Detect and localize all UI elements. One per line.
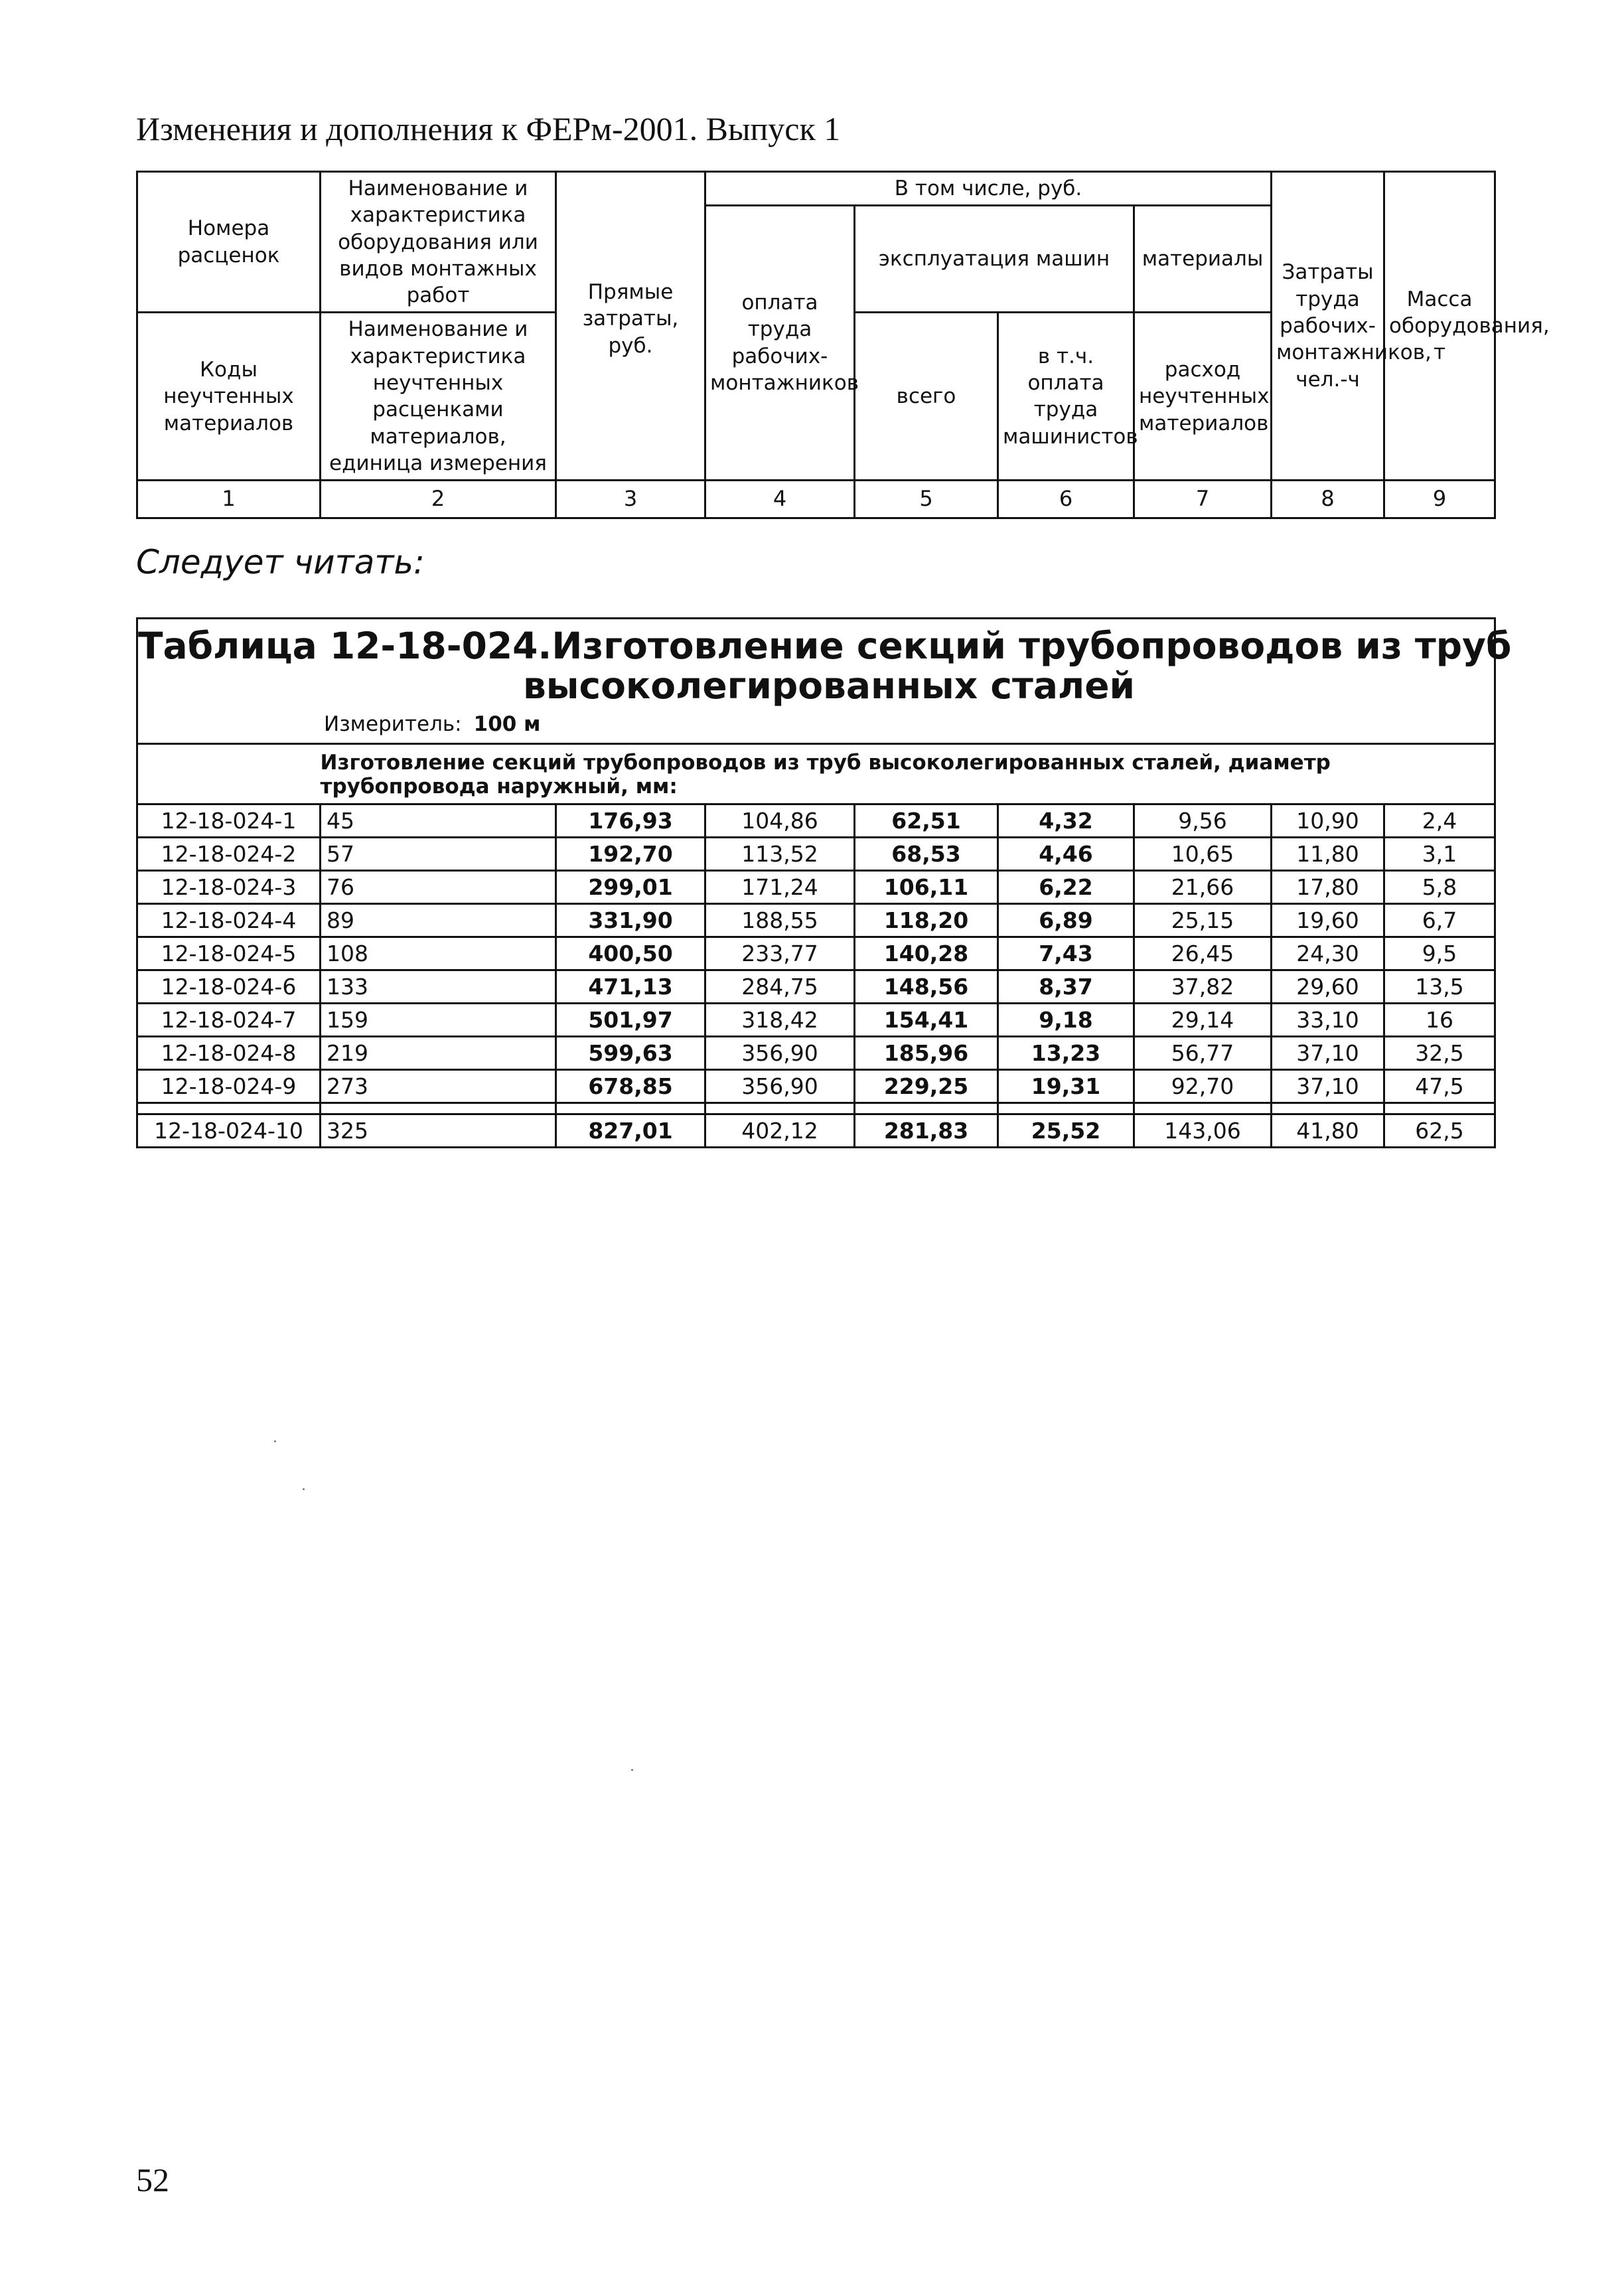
gap-cell	[705, 1103, 855, 1114]
column-number: 2	[321, 481, 556, 518]
rates-table	[136, 617, 1512, 1148]
direct-costs: 176,93	[556, 804, 705, 838]
rate-code: 12-18-024-3	[137, 871, 321, 904]
rate-code: 12-18-024-9	[137, 1070, 321, 1103]
gap-cell	[556, 1103, 705, 1114]
column-number: 1	[137, 481, 321, 518]
page-number: 52	[136, 2161, 169, 2198]
machine-costs: 106,11	[855, 871, 998, 904]
column-numbers-row	[137, 481, 1495, 518]
gap-cell	[1134, 1103, 1272, 1114]
table-row	[137, 904, 1495, 937]
col3-header: Прямые затраты, руб.	[556, 172, 705, 481]
table-description: Изготовление секций трубопроводов из труб высоколегированных сталей, диаметр трубопровода наружный, мм:	[321, 744, 1495, 804]
equipment-mass: 16	[1384, 1004, 1495, 1037]
pipe-diameter: 89	[321, 904, 556, 937]
table-row	[137, 970, 1495, 1004]
col6-header: в т.ч. оплата труда машинистов	[998, 313, 1134, 481]
materials-usage: 10,65	[1134, 838, 1272, 871]
materials-usage: 37,82	[1134, 970, 1272, 1004]
col4-header: оплата труда рабочих-монтажников	[705, 206, 855, 481]
col9-header: Масса оборудования, т	[1384, 172, 1495, 481]
column-number: 9	[1384, 481, 1495, 518]
col2-header-top: Наименование и характеристика оборудования или видов монтажных работ	[321, 172, 556, 313]
table-title-line2: высоколегированных сталей	[523, 664, 1136, 707]
machinist-wages: 13,23	[998, 1037, 1134, 1070]
machinist-wages: 25,52	[998, 1114, 1134, 1148]
direct-costs: 299,01	[556, 871, 705, 904]
rate-code: 12-18-024-7	[137, 1004, 321, 1037]
labor-hours: 17,80	[1272, 871, 1384, 904]
equipment-mass: 32,5	[1384, 1037, 1495, 1070]
materials-usage: 25,15	[1134, 904, 1272, 937]
machinist-wages: 19,31	[998, 1070, 1134, 1103]
pipe-diameter: 159	[321, 1004, 556, 1037]
table-row	[137, 838, 1495, 871]
machinist-wages: 4,32	[998, 804, 1134, 838]
equipment-mass: 9,5	[1384, 937, 1495, 970]
materials-usage: 21,66	[1134, 871, 1272, 904]
equipment-mass: 13,5	[1384, 970, 1495, 1004]
machine-costs: 118,20	[855, 904, 998, 937]
labor-hours: 24,30	[1272, 937, 1384, 970]
equipment-mass: 62,5	[1384, 1114, 1495, 1148]
labor-hours: 33,10	[1272, 1004, 1384, 1037]
materials-usage: 26,45	[1134, 937, 1272, 970]
labor-hours: 37,10	[1272, 1037, 1384, 1070]
labor-wages: 356,90	[705, 1070, 855, 1103]
column-number: 4	[705, 481, 855, 518]
rate-code: 12-18-024-4	[137, 904, 321, 937]
labor-hours: 29,60	[1272, 970, 1384, 1004]
pipe-diameter: 108	[321, 937, 556, 970]
table-title-line1: Таблица 12-18-024.Изготовление секций трубопроводов из труб	[138, 625, 1512, 667]
rate-code: 12-18-024-2	[137, 838, 321, 871]
direct-costs: 471,13	[556, 970, 705, 1004]
labor-hours: 11,80	[1272, 838, 1384, 871]
col7-header: расход неучтенных материалов	[1134, 313, 1272, 481]
equipment-mass: 5,8	[1384, 871, 1495, 904]
table-row	[137, 937, 1495, 970]
materials-usage: 9,56	[1134, 804, 1272, 838]
column-number: 6	[998, 481, 1134, 518]
direct-costs: 501,97	[556, 1004, 705, 1037]
gap-cell	[998, 1103, 1134, 1114]
col1-header-bottom: Коды неучтенных материалов	[137, 313, 321, 481]
pipe-diameter: 133	[321, 970, 556, 1004]
column-number: 7	[1134, 481, 1272, 518]
pipe-diameter: 76	[321, 871, 556, 904]
materials-usage: 143,06	[1134, 1114, 1272, 1148]
col1-header-top: Номера расценок	[137, 172, 321, 313]
labor-wages: 356,90	[705, 1037, 855, 1070]
machinist-wages: 4,46	[998, 838, 1134, 871]
machine-costs: 281,83	[855, 1114, 998, 1148]
direct-costs: 678,85	[556, 1070, 705, 1103]
labor-hours: 10,90	[1272, 804, 1384, 838]
pipe-diameter: 325	[321, 1114, 556, 1148]
labor-wages: 402,12	[705, 1114, 855, 1148]
machinist-wages: 6,89	[998, 904, 1134, 937]
machinist-wages: 8,37	[998, 970, 1134, 1004]
row-gap	[137, 1103, 1495, 1114]
meter-value: 100 м	[473, 712, 541, 736]
col2-header-bottom: Наименование и характеристика неучтенных расценками материалов, единица измерения	[321, 313, 556, 481]
scan-speck	[631, 1769, 633, 1771]
meter-label: Измеритель:	[324, 712, 462, 736]
labor-wages: 188,55	[705, 904, 855, 937]
direct-costs: 827,01	[556, 1114, 705, 1148]
rate-code: 12-18-024-5	[137, 937, 321, 970]
machinist-wages: 9,18	[998, 1004, 1134, 1037]
column-header-table	[136, 171, 1550, 519]
table-row	[137, 1114, 1495, 1148]
table-row	[137, 1037, 1495, 1070]
machine-costs: 68,53	[855, 838, 998, 871]
table-row	[137, 1004, 1495, 1037]
scan-speck	[274, 1440, 276, 1442]
equipment-mass: 47,5	[1384, 1070, 1495, 1103]
direct-costs: 599,63	[556, 1037, 705, 1070]
machinist-wages: 6,22	[998, 871, 1134, 904]
labor-wages: 113,52	[705, 838, 855, 871]
machine-costs: 154,41	[855, 1004, 998, 1037]
gap-cell	[321, 1103, 556, 1114]
rate-code: 12-18-024-8	[137, 1037, 321, 1070]
machine-costs: 229,25	[855, 1070, 998, 1103]
rate-code: 12-18-024-10	[137, 1114, 321, 1148]
machines-header: эксплуатация машин	[855, 206, 1134, 313]
equipment-mass: 6,7	[1384, 904, 1495, 937]
materials-usage: 29,14	[1134, 1004, 1272, 1037]
pipe-diameter: 273	[321, 1070, 556, 1103]
table-row	[137, 804, 1495, 838]
direct-costs: 192,70	[556, 838, 705, 871]
page-header: Изменения и дополнения к ФЕРм-2001. Выпуск 1	[136, 110, 841, 147]
col8-header: Затраты труда рабочих-монтажников, чел.-ч	[1272, 172, 1384, 481]
rate-code: 12-18-024-6	[137, 970, 321, 1004]
gap-cell	[137, 1103, 321, 1114]
rate-code: 12-18-024-1	[137, 804, 321, 838]
column-number: 5	[855, 481, 998, 518]
machine-costs: 185,96	[855, 1037, 998, 1070]
equipment-mass: 3,1	[1384, 838, 1495, 871]
table-row	[137, 871, 1495, 904]
meter-line	[324, 712, 540, 736]
table-row	[137, 1070, 1495, 1103]
gap-cell	[1272, 1103, 1384, 1114]
direct-costs: 400,50	[556, 937, 705, 970]
equipment-mass: 2,4	[1384, 804, 1495, 838]
labor-wages: 104,86	[705, 804, 855, 838]
in-total-header: В том числе, руб.	[705, 172, 1272, 206]
machine-costs: 62,51	[855, 804, 998, 838]
labor-hours: 19,60	[1272, 904, 1384, 937]
scan-speck	[303, 1488, 305, 1490]
pipe-diameter: 219	[321, 1037, 556, 1070]
materials-usage: 56,77	[1134, 1037, 1272, 1070]
pipe-diameter: 45	[321, 804, 556, 838]
table-title-block	[137, 619, 1512, 744]
labor-wages: 318,42	[705, 1004, 855, 1037]
labor-wages: 171,24	[705, 871, 855, 904]
direct-costs: 331,90	[556, 904, 705, 937]
column-number: 8	[1272, 481, 1384, 518]
col5-header: всего	[855, 313, 998, 481]
section-subtitle: Следует читать:	[136, 543, 425, 581]
column-number: 3	[556, 481, 705, 518]
labor-wages: 233,77	[705, 937, 855, 970]
machine-costs: 148,56	[855, 970, 998, 1004]
machinist-wages: 7,43	[998, 937, 1134, 970]
gap-cell	[1384, 1103, 1495, 1114]
labor-hours: 41,80	[1272, 1114, 1384, 1148]
labor-hours: 37,10	[1272, 1070, 1384, 1103]
labor-wages: 284,75	[705, 970, 855, 1004]
machine-costs: 140,28	[855, 937, 998, 970]
materials-usage: 92,70	[1134, 1070, 1272, 1103]
pipe-diameter: 57	[321, 838, 556, 871]
gap-cell	[855, 1103, 998, 1114]
materials-header: материалы	[1134, 206, 1272, 313]
